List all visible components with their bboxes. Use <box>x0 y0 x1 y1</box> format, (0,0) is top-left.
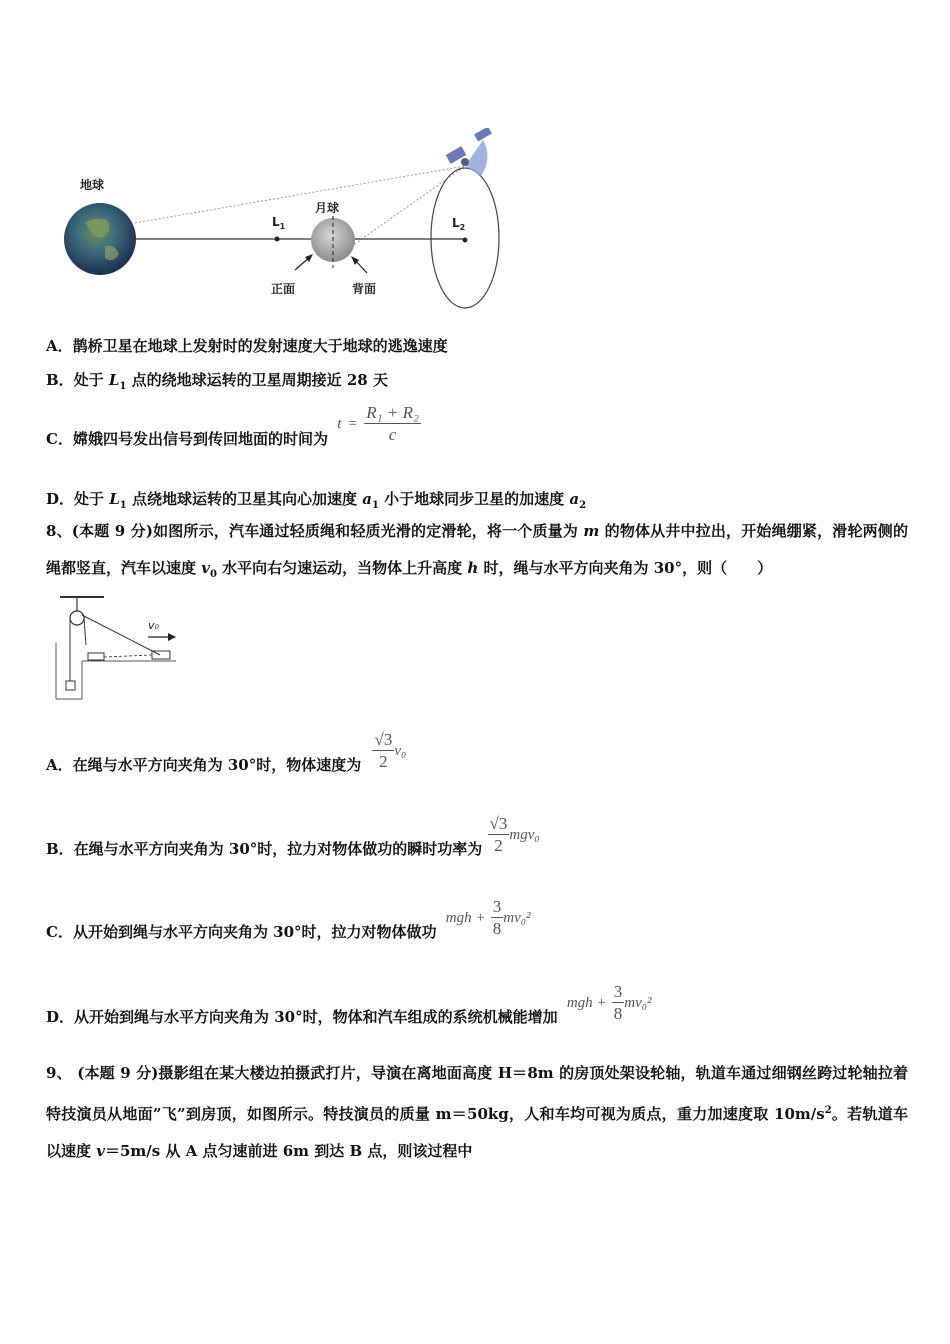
q7-option-b: B．处于 $L_1$ 点的绕地球运转的卫星周期接近 28 天 <box>46 371 388 392</box>
label-v0: v₀ <box>148 619 159 632</box>
q8-c-fraction: $\frac{3}{8}$ <box>492 897 502 938</box>
earth-moon-diagram <box>55 128 505 313</box>
q8-option-c: C．从开始到绳与水平方向夹角为 30°时，拉力对物体做功 mgh + $\frac{3}{8}$ mv₀² <box>46 897 531 941</box>
q7-c-fraction: $\frac{\text{R₁ + R₂}}{c}$ <box>366 403 419 444</box>
earth-globe <box>64 203 136 275</box>
label-l2: $L_2$ <box>452 216 466 232</box>
q8-option-a: A．在绳与水平方向夹角为 30°时，物体速度为 $\frac{√3}{2}$ v₀ <box>46 730 407 774</box>
q8-option-d: D．从开始到绳与水平方向夹角为 30°时，物体和汽车组成的系统机械能增加 mgh + $\frac{3}{8}$ mv₀² <box>46 982 652 1026</box>
label-moon: 月球 <box>315 201 340 215</box>
q8-a-fraction: $\frac{√3}{2}$ <box>374 730 393 771</box>
q8-b-fraction: $\frac{√3}{2}$ <box>489 814 508 855</box>
q9-stem: 9、 (本题 9 分)摄影组在某大楼边拍摄武打片，导演在离地面高度 H＝8m 的房顶处架设轮轴，轨道车通过细钢丝跨过轮轴拉着特技演员从地面”飞”到房顶，如图所示。特技演员的质量 m＝50kg，人和车均可视为质点，重力加速度取 $10m/s^2$。若轨道车以速度 v＝5m/s 从 A 点匀速前进 6m 到达 B 点，则该过程中 <box>46 1064 908 1160</box>
label-front: 正面 <box>271 282 296 296</box>
q7-option-c: C．嫦娥四号发出信号到传回地面的时间为 t = $\frac{\text{R₁ + R₂}}{c}$ <box>46 403 419 448</box>
pulley-car-diagram <box>52 593 187 703</box>
q7-option-d: D．处于 $L_1$ 点绕地球运转的卫星其向心加速度 $a_1$ 小于地球同步卫星的加速度 $a_2$ <box>46 490 587 511</box>
label-l1: $L_1$ <box>272 215 286 231</box>
q8-stem: 8、(本题 9 分)如图所示，汽车通过轻质绳和轻质光滑的定滑轮，将一个质量为 m 的物体从井中拉出，开始绳绷紧，滑轮两侧的绳都竖直，汽车以速度 $v_0$ 水平向右匀速运动，当物体上升高度 h 时，绳与水平方向夹角为 30°，则（ ） <box>46 522 908 580</box>
label-back: 背面 <box>352 282 377 296</box>
label-earth: 地球 <box>80 178 105 192</box>
q8-d-fraction: $\frac{3}{8}$ <box>613 982 623 1023</box>
q8-option-b: B．在绳与水平方向夹角为 30°时，拉力对物体做功的瞬时功率为 $\frac{√3}{2}$ mgv₀ <box>46 814 540 858</box>
q7-option-a: A．鹊桥卫星在地球上发射时的发射速度大于地球的逃逸速度 <box>46 337 448 355</box>
